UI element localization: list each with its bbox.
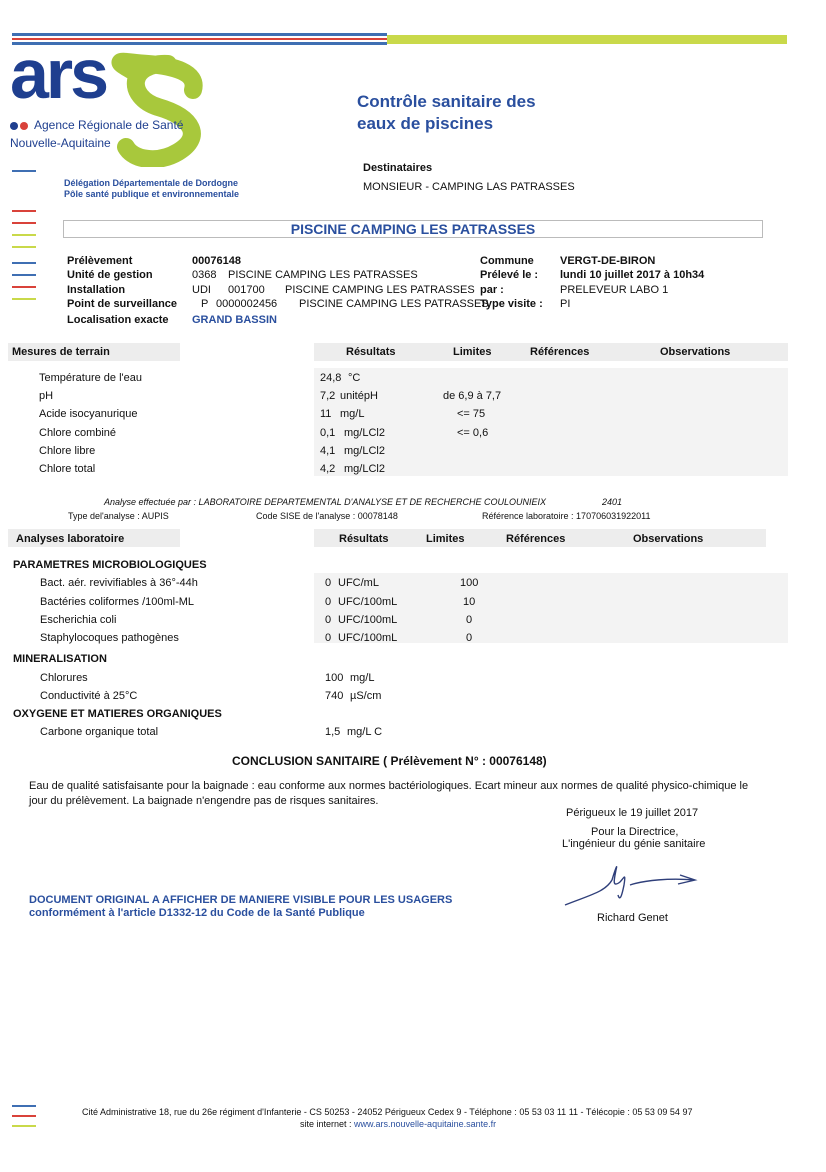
labo-param: Conductivité à 25°C bbox=[40, 690, 138, 702]
delegation-line-1: Délégation Départementale de Dordogne bbox=[64, 178, 239, 188]
side-tick bbox=[12, 1125, 36, 1127]
terrain-result: 24,8 bbox=[320, 372, 342, 384]
footer-address: Cité Administrative 18, rue du 26e régiment d'Infanterie - CS 50253 - 24052 Périgueux Cedex 9 - Téléphone : 05 53 03 11 11 - Télécopie : 05 53 09 54 97 bbox=[82, 1107, 693, 1117]
pool-title: PISCINE CAMPING LES PATRASSES bbox=[290, 221, 536, 237]
side-tick bbox=[12, 286, 36, 288]
labo-section-title: Analyses laboratoire bbox=[16, 533, 125, 545]
analysis-lab-ref: Référence laboratoire : 170706031922011 bbox=[482, 511, 651, 521]
terrain-result: 0,1 bbox=[320, 427, 336, 439]
labo-result: 0 bbox=[325, 614, 332, 626]
labo-unit: mg/L bbox=[350, 672, 375, 684]
labo-result: 0 bbox=[325, 632, 332, 644]
terrain-section-title: Mesures de terrain bbox=[12, 346, 110, 358]
installation-code: UDI bbox=[192, 284, 211, 296]
labo-result: 740 bbox=[325, 690, 344, 702]
terrain-result: 7,2 bbox=[320, 390, 336, 402]
par-value: PRELEVEUR LABO 1 bbox=[560, 284, 669, 296]
conclusion-text: Eau de qualité satisfaisante pour la baignade : eau conforme aux normes bactériologiques. Ecart mineur aux normes de qualité physico-chimique le jour du prélèvement. La baignade n'engendre pas de risques sanitaires. bbox=[29, 780, 749, 807]
preleve-value: lundi 10 juillet 2017 à 10h34 bbox=[560, 269, 705, 281]
side-tick bbox=[12, 1115, 36, 1117]
footer-site-label: site internet : bbox=[300, 1119, 355, 1129]
point-num: 0000002456 bbox=[216, 298, 278, 310]
logo-flag-red-icon bbox=[20, 122, 28, 130]
labo-limit: 0 bbox=[466, 614, 473, 626]
unite-label: Unité de gestion bbox=[67, 269, 153, 281]
installation-label: Installation bbox=[67, 284, 126, 296]
notice-line-2: conformément à l'article D1332-12 du Code de la Santé Publique bbox=[29, 907, 365, 919]
labo-param: Bactéries coliformes /100ml-ML bbox=[40, 596, 195, 608]
unite-name: PISCINE CAMPING LES PATRASSES bbox=[228, 269, 418, 281]
ars-logo bbox=[8, 35, 208, 167]
signature-graphic bbox=[560, 850, 710, 910]
terrain-col-resultats: Résultats bbox=[346, 346, 396, 358]
terrain-unit: mg/LCl2 bbox=[344, 463, 385, 475]
side-tick bbox=[12, 222, 36, 224]
preleve-label: Prélevé le : bbox=[480, 269, 539, 281]
analysis-done-by: Analyse effectuée par : LABORATOIRE DEPARTEMENTAL D'ANALYSE ET DE RECHERCHE COULOUNIEIX bbox=[104, 497, 547, 507]
analysis-done-by-code: 2401 bbox=[602, 497, 623, 507]
labo-unit: UFC/100mL bbox=[338, 596, 398, 608]
terrain-limit: <= 75 bbox=[457, 408, 486, 420]
point-label: Point de surveillance bbox=[67, 298, 178, 310]
terrain-param: pH bbox=[39, 390, 54, 402]
doc-title-line-2: eaux de piscines bbox=[357, 114, 494, 133]
type-value: PI bbox=[560, 298, 571, 310]
terrain-result: 11 bbox=[320, 408, 332, 420]
terrain-results-bg bbox=[314, 368, 788, 476]
labo-limit: 10 bbox=[463, 596, 476, 608]
labo-result: 0 bbox=[325, 577, 332, 589]
footer-site bbox=[300, 1119, 496, 1129]
labo-limit: 0 bbox=[466, 632, 473, 644]
side-tick bbox=[12, 1105, 36, 1107]
logo-agency: Agence Régionale de Santé bbox=[34, 118, 184, 132]
labo-unit: UFC/100mL bbox=[338, 632, 398, 644]
prelevement-value: 00076148 bbox=[192, 255, 241, 267]
labo-group-title: OXYGENE ET MATIERES ORGANIQUES bbox=[13, 708, 222, 720]
labo-col-observations: Observations bbox=[633, 533, 704, 545]
terrain-unit: mg/LCl2 bbox=[344, 427, 385, 439]
labo-limit: 100 bbox=[460, 577, 479, 589]
labo-col-resultats: Résultats bbox=[339, 533, 389, 545]
terrain-unit: mg/LCl2 bbox=[344, 445, 385, 457]
prelevement-label: Prélèvement bbox=[67, 255, 133, 267]
signature-place-date: Périgueux le 19 juillet 2017 bbox=[566, 807, 699, 819]
labo-unit: UFC/100mL bbox=[338, 614, 398, 626]
commune-value: VERGT-DE-BIRON bbox=[560, 255, 656, 267]
terrain-param: Chlore total bbox=[39, 463, 96, 475]
logo-region: Nouvelle-Aquitaine bbox=[10, 136, 111, 150]
signature-line-1: Pour la Directrice, bbox=[591, 826, 679, 838]
side-tick bbox=[12, 234, 36, 236]
signature-name: Richard Genet bbox=[597, 912, 668, 924]
labo-param: Staphylocoques pathogènes bbox=[40, 632, 179, 644]
side-tick bbox=[12, 210, 36, 212]
labo-result: 100 bbox=[325, 672, 344, 684]
labo-unit: mg/L C bbox=[347, 726, 383, 738]
analysis-type: Type del'analyse : AUPIS bbox=[68, 511, 169, 521]
point-name: PISCINE CAMPING LES PATRASSES bbox=[299, 298, 489, 310]
doc-title-line-1: Contrôle sanitaire des bbox=[357, 92, 536, 111]
terrain-col-references: Références bbox=[530, 346, 590, 358]
terrain-col-observations: Observations bbox=[660, 346, 731, 358]
localisation-value: GRAND BASSIN bbox=[192, 314, 277, 326]
terrain-param: Chlore libre bbox=[39, 445, 96, 457]
terrain-param: Température de l'eau bbox=[39, 372, 142, 384]
labo-param: Carbone organique total bbox=[40, 726, 159, 738]
terrain-result: 4,1 bbox=[320, 445, 336, 457]
terrain-col-limites: Limites bbox=[453, 346, 492, 358]
labo-unit: µS/cm bbox=[350, 690, 382, 702]
installation-num: 001700 bbox=[228, 284, 265, 296]
terrain-param: Chlore combiné bbox=[39, 427, 117, 439]
logo-flag-icon bbox=[10, 122, 18, 130]
terrain-result: 4,2 bbox=[320, 463, 336, 475]
footer-site-link[interactable]: www.ars.nouvelle-aquitaine.sante.fr bbox=[354, 1119, 497, 1129]
logo-letters: ars bbox=[10, 35, 107, 113]
labo-group-title: PARAMETRES MICROBIOLOGIQUES bbox=[13, 559, 207, 571]
side-tick bbox=[12, 246, 36, 248]
handwritten-signature bbox=[560, 850, 710, 910]
conclusion-title: CONCLUSION SANITAIRE ( Prélèvement N° : 00076148) bbox=[232, 754, 547, 768]
pool-title-box bbox=[63, 220, 763, 238]
recipients-label: Destinataires bbox=[363, 162, 433, 174]
installation-name: PISCINE CAMPING LES PATRASSES bbox=[285, 284, 475, 296]
unite-code: 0368 bbox=[192, 269, 217, 281]
labo-result: 0 bbox=[325, 596, 332, 608]
signature-line-2: L'ingénieur du génie sanitaire bbox=[562, 838, 706, 850]
terrain-limit: de 6,9 à 7,7 bbox=[443, 390, 502, 402]
terrain-unit: °C bbox=[348, 372, 361, 384]
type-label: Type visite : bbox=[480, 298, 543, 310]
terrain-unit: unitépH bbox=[340, 390, 378, 402]
notice-line-1: DOCUMENT ORIGINAL A AFFICHER DE MANIERE VISIBLE POUR LES USAGERS bbox=[29, 894, 453, 906]
labo-unit: UFC/mL bbox=[338, 577, 379, 589]
analysis-sise: Code SISE de l'analyse : 00078148 bbox=[256, 511, 398, 521]
labo-col-limites: Limites bbox=[426, 533, 465, 545]
labo-col-references: Références bbox=[506, 533, 566, 545]
side-tick bbox=[12, 274, 36, 276]
delegation-line-2: Pôle santé publique et environnementale bbox=[64, 189, 240, 199]
side-tick bbox=[12, 170, 36, 172]
labo-group-title: MINERALISATION bbox=[13, 653, 107, 665]
commune-label: Commune bbox=[480, 255, 534, 267]
top-band-green bbox=[387, 35, 787, 44]
labo-param: Escherichia coli bbox=[40, 614, 117, 626]
side-tick bbox=[12, 298, 36, 300]
labo-param: Bact. aér. revivifiables à 36°-44h bbox=[40, 577, 198, 589]
terrain-limit: <= 0,6 bbox=[457, 427, 489, 439]
recipients-value: MONSIEUR - CAMPING LAS PATRASSES bbox=[363, 181, 575, 193]
labo-param: Chlorures bbox=[40, 672, 88, 684]
par-label: par : bbox=[480, 284, 504, 296]
localisation-label: Localisation exacte bbox=[67, 314, 169, 326]
terrain-unit: mg/L bbox=[340, 408, 365, 420]
terrain-param: Acide isocyanurique bbox=[39, 408, 138, 420]
side-tick bbox=[12, 262, 36, 264]
point-code: P bbox=[201, 298, 209, 310]
labo-result: 1,5 bbox=[325, 726, 341, 738]
